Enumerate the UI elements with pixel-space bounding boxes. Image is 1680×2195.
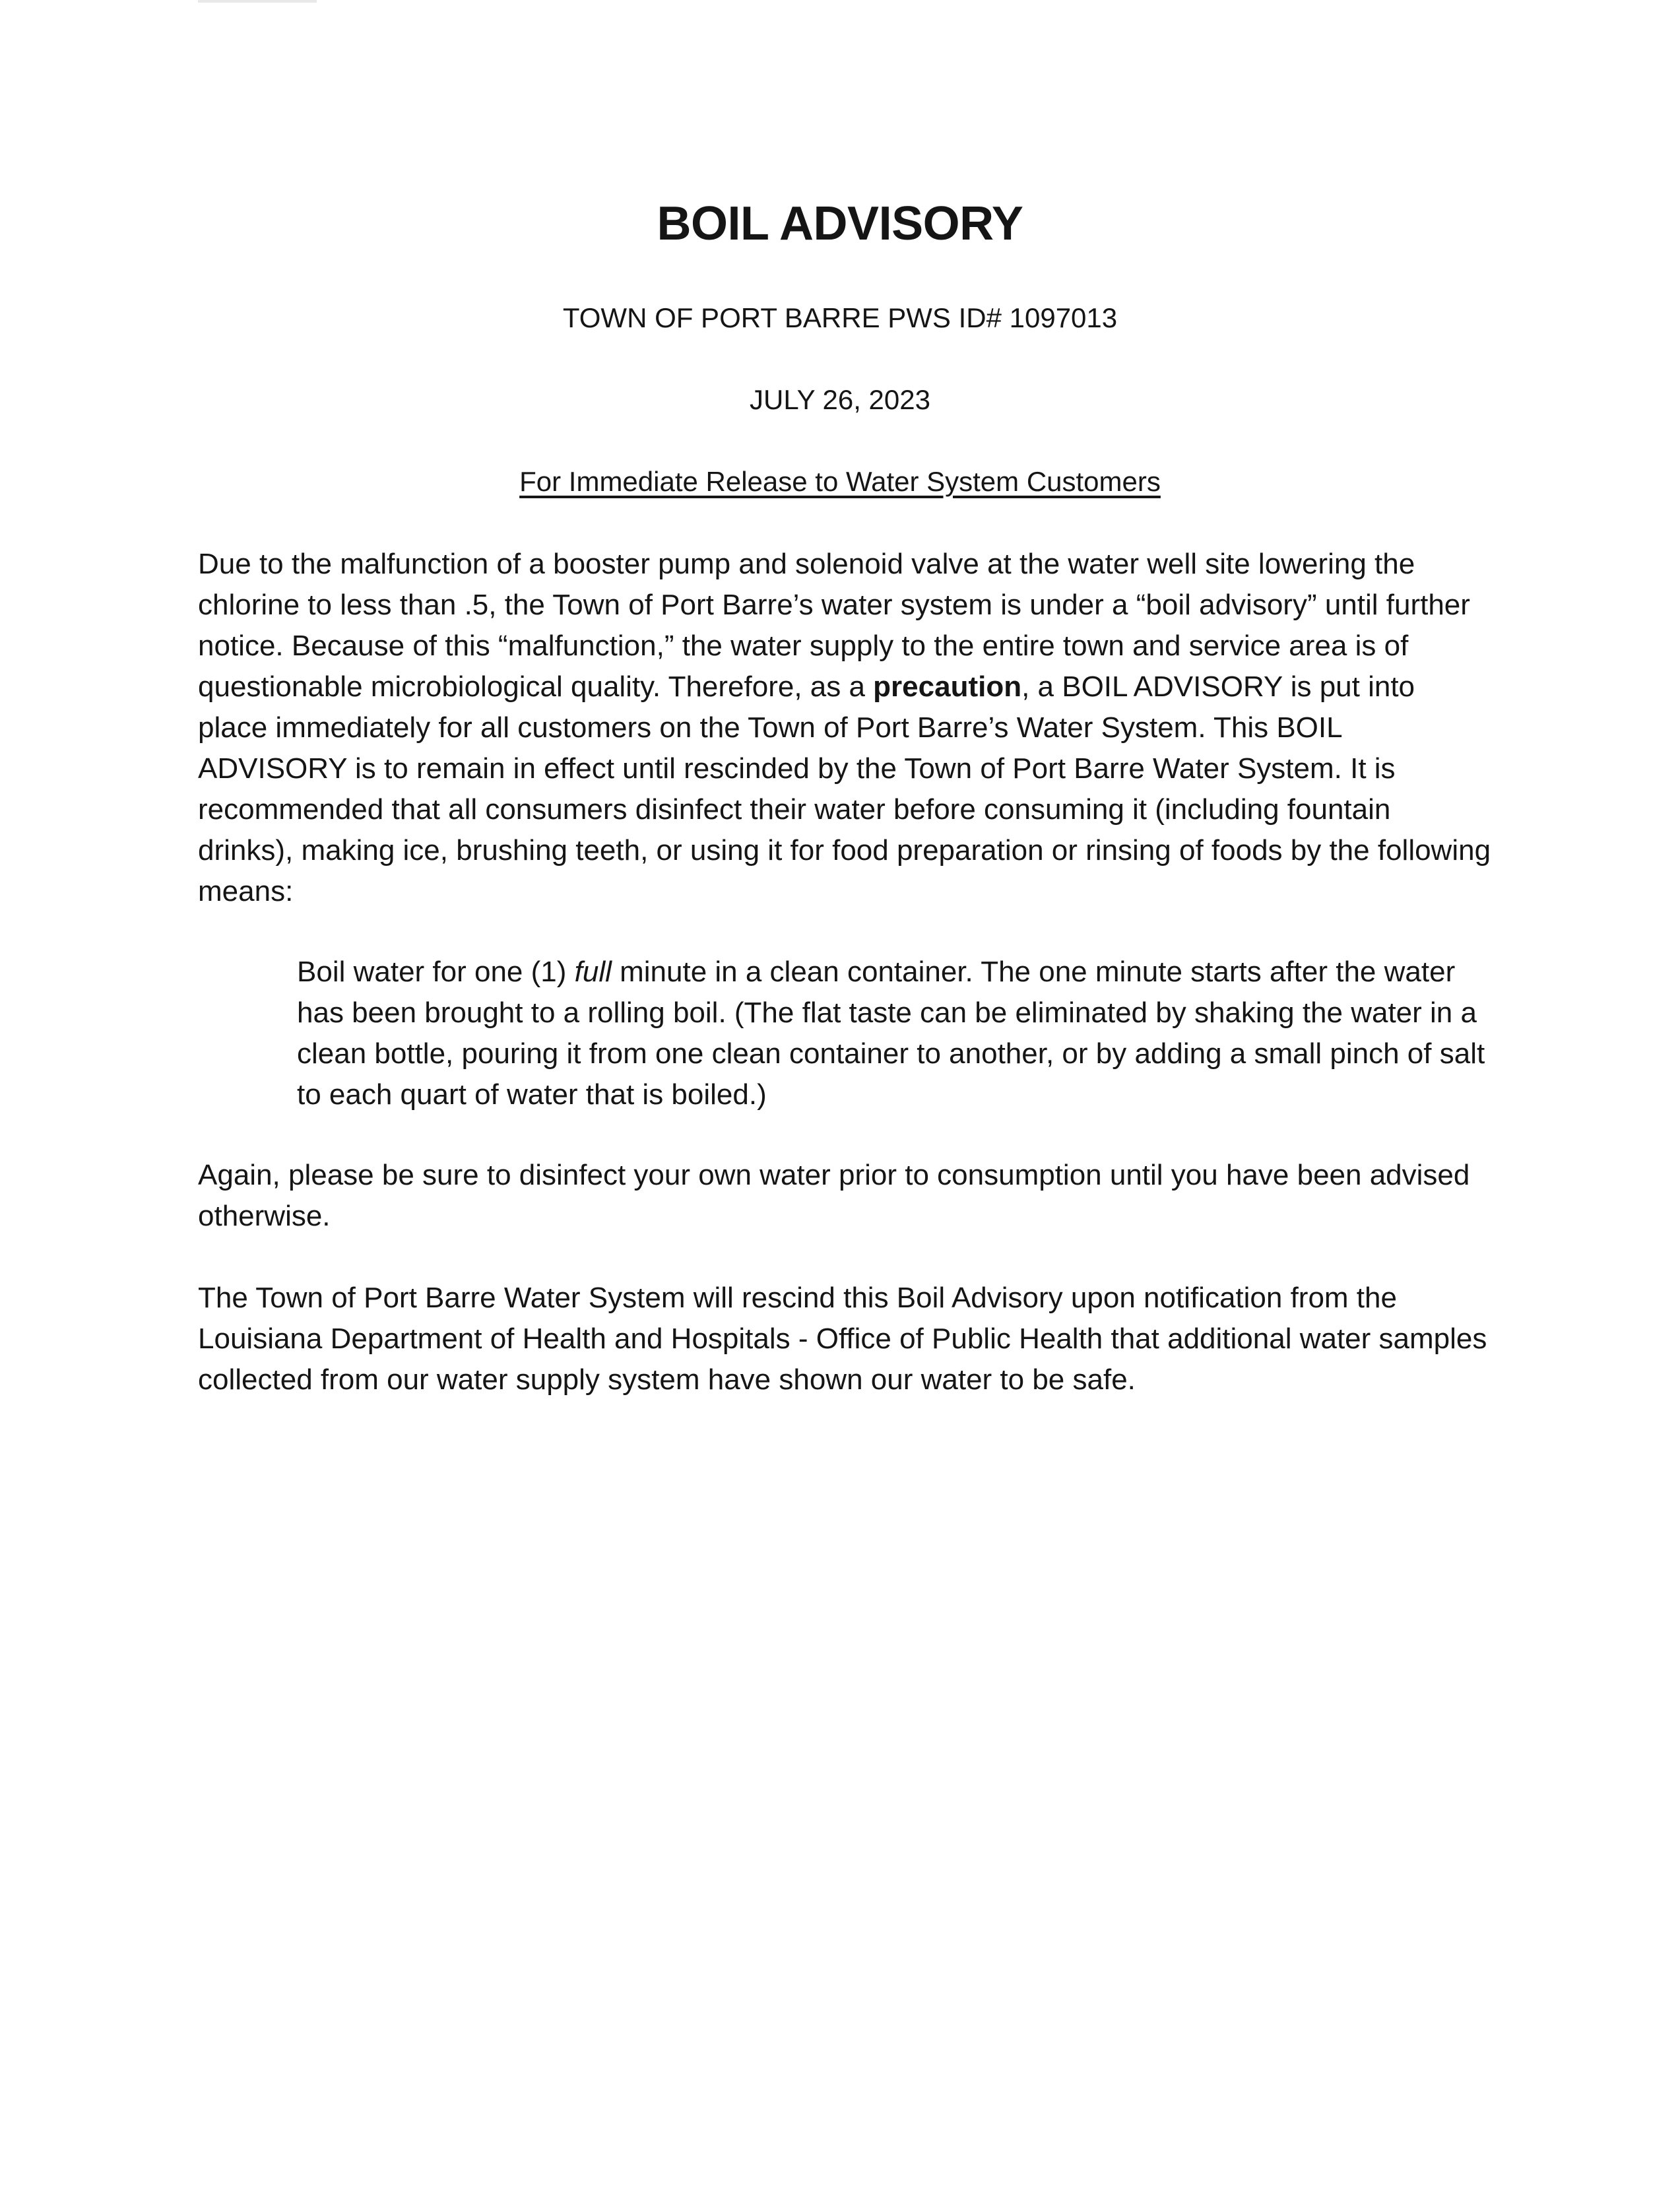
- release-line: [0, 466, 1680, 498]
- advisory-text-start: Due to the malfunction of a booster pump and solenoid valve at the water well site lowering the chlorine to less than .5, the Town of Port Barre’s water system is under a “boil advisory” until further notice. Because of this “malfunction,” the water supply to the entire town and service area is of questionable microbiological quality. Therefore, as a: [198, 548, 1470, 703]
- advisory-text-end: , a BOIL ADVISORY is put into place immediately for all customers on the Town of Port Barre’s Water System. This BOIL ADVISORY is to remain in effect until rescinded by the Town of Port Barre Water System. It is recommended that all consumers disinfect their water before consuming it (including fountain drinks), making ice, brushing teeth, or using it for food preparation or rinsing of foods by the following means:: [198, 671, 1491, 907]
- advisory-paragraph: [198, 544, 1491, 912]
- instruction-text-start: Boil water for one (1): [297, 956, 575, 988]
- instruction-emphasis: full: [574, 956, 612, 988]
- advisory-date: JULY 26, 2023: [750, 384, 930, 415]
- release-line-text: For Immediate Release to Water System Customers: [519, 466, 1161, 497]
- instruction-text-end: minute in a clean container. The one minute starts after the water has been brought to a rolling boil. (The flat taste can be eliminated by shaking the water in a clean bottle, pouring it from one clean container to another, or by adding a small pinch of salt to each quart of water that is boiled.): [297, 956, 1485, 1111]
- document-title: BOIL ADVISORY: [657, 197, 1023, 250]
- boil-instruction-paragraph: [297, 952, 1498, 1115]
- water-system-id-line: TOWN OF PORT BARRE PWS ID# 1097013: [562, 302, 1118, 333]
- rescind-paragraph: The Town of Port Barre Water System will rescind this Boil Advisory upon notification from the Louisiana Department of Health and Hospitals - Office of Public Health that additional water samples collected from our water supply system have shown our water to be safe.: [198, 1282, 1487, 1396]
- advisory-emphasis: precaution: [873, 671, 1022, 703]
- reminder-paragraph: Again, please be sure to disinfect your own water prior to consumption until you have been advised otherwise.: [198, 1159, 1470, 1232]
- scan-edge-mark: [198, 0, 317, 3]
